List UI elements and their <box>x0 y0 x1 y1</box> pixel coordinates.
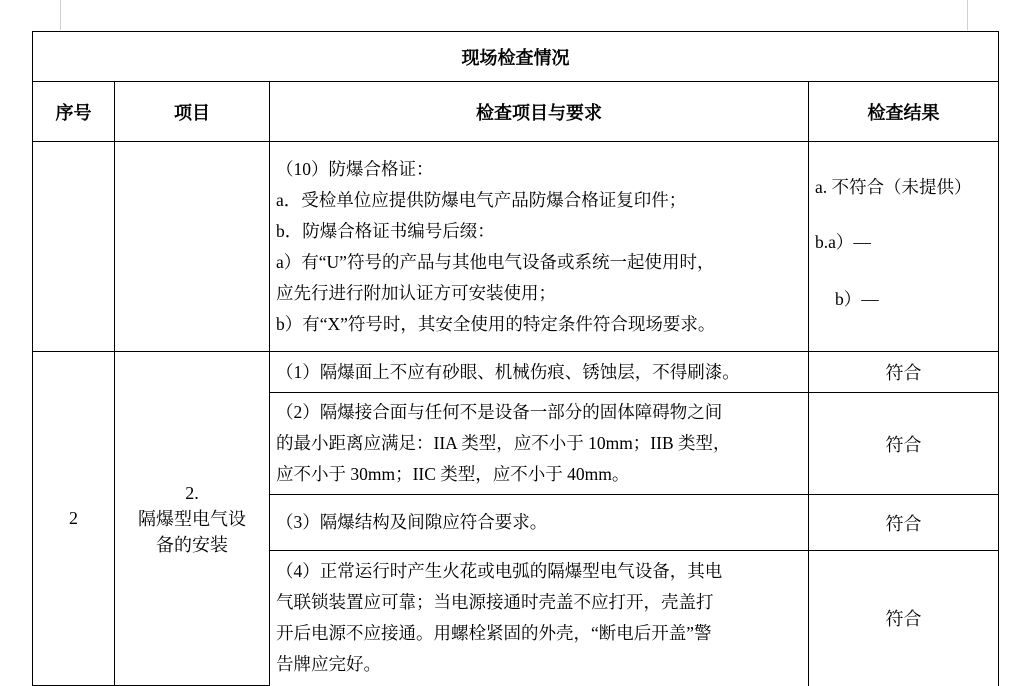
requirement-line: 的最小距离应满足：IIA 类型，应不小于 10mm；IIB 类型， <box>276 433 731 453</box>
result-line: b）— <box>835 289 879 309</box>
cell-seq-2: 2 <box>33 352 115 686</box>
header-seq: 序号 <box>33 82 115 142</box>
cell-result: 符合 <box>809 495 999 551</box>
requirement-line: （3）隔爆结构及间隙应符合要求。 <box>276 512 548 532</box>
table-row <box>33 352 999 393</box>
requirement-line: 应不小于 30mm；IIC 类型，应不小于 40mm。 <box>276 464 630 484</box>
result-line: b.a）— <box>815 232 871 252</box>
item-name-line: 隔爆型电气设 <box>138 508 246 529</box>
requirement-line: 告牌应完好。 <box>276 654 381 675</box>
cell-requirement <box>270 495 809 551</box>
cell-result: 符合 <box>809 551 999 686</box>
item-number: 2. <box>185 482 199 503</box>
header-item: 项目 <box>115 82 270 142</box>
requirement-line: （2）隔爆接合面与任何不是设备一部分的固体障碍物之间 <box>276 402 723 422</box>
cell-seq-empty <box>33 142 115 352</box>
cell-result: 符合 <box>809 393 999 495</box>
item-name-line: 备的安装 <box>156 534 228 555</box>
requirement-line: （1）隔爆面上不应有砂眼、机械伤痕、锈蚀层，不得刷漆。 <box>276 361 740 382</box>
requirement-line: a．受检单位应提供防爆电气产品防爆合格证复印件； <box>276 189 687 210</box>
requirement-line: a）有“U”符号的产品与其他电气设备或系统一起使用时， <box>276 251 715 272</box>
requirement-line: 应先行进行附加认证方可安装使用； <box>276 282 556 303</box>
requirement-line: 开后电源不应接通。用螺栓紧固的外壳，“断电后开盖”警 <box>276 623 712 644</box>
requirement-line: 气联锁装置应可靠；当电源接通时壳盖不应打开，壳盖打 <box>276 592 714 613</box>
requirement-line: b）有“X”符号时，其安全使用的特定条件符合现场要求。 <box>276 313 716 334</box>
cell-result: 符合 <box>809 352 999 393</box>
requirement-line: （10）防爆合格证： <box>276 158 434 179</box>
inspection-table <box>32 31 999 686</box>
table-row-cert <box>33 142 999 352</box>
cell-requirement <box>270 352 809 393</box>
cell-result-cert <box>809 142 999 352</box>
cell-item-2 <box>115 352 270 686</box>
page-margin-guide-right <box>967 0 968 30</box>
header-row <box>33 82 999 142</box>
header-result: 检查结果 <box>809 82 999 142</box>
cell-requirement-cert <box>270 142 809 352</box>
cell-item-empty <box>115 142 270 352</box>
cell-requirement <box>270 551 809 686</box>
requirement-line: （4）正常运行时产生火花或电弧的隔爆型电气设备，其电 <box>276 561 723 582</box>
header-requirement: 检查项目与要求 <box>270 82 809 142</box>
requirement-line: b．防爆合格证书编号后缀： <box>276 220 495 241</box>
table-title: 现场检查情况 <box>33 32 999 82</box>
result-line: a. 不符合（未提供） <box>815 177 972 197</box>
page-margin-guide-left <box>60 0 61 30</box>
cell-requirement <box>270 393 809 495</box>
